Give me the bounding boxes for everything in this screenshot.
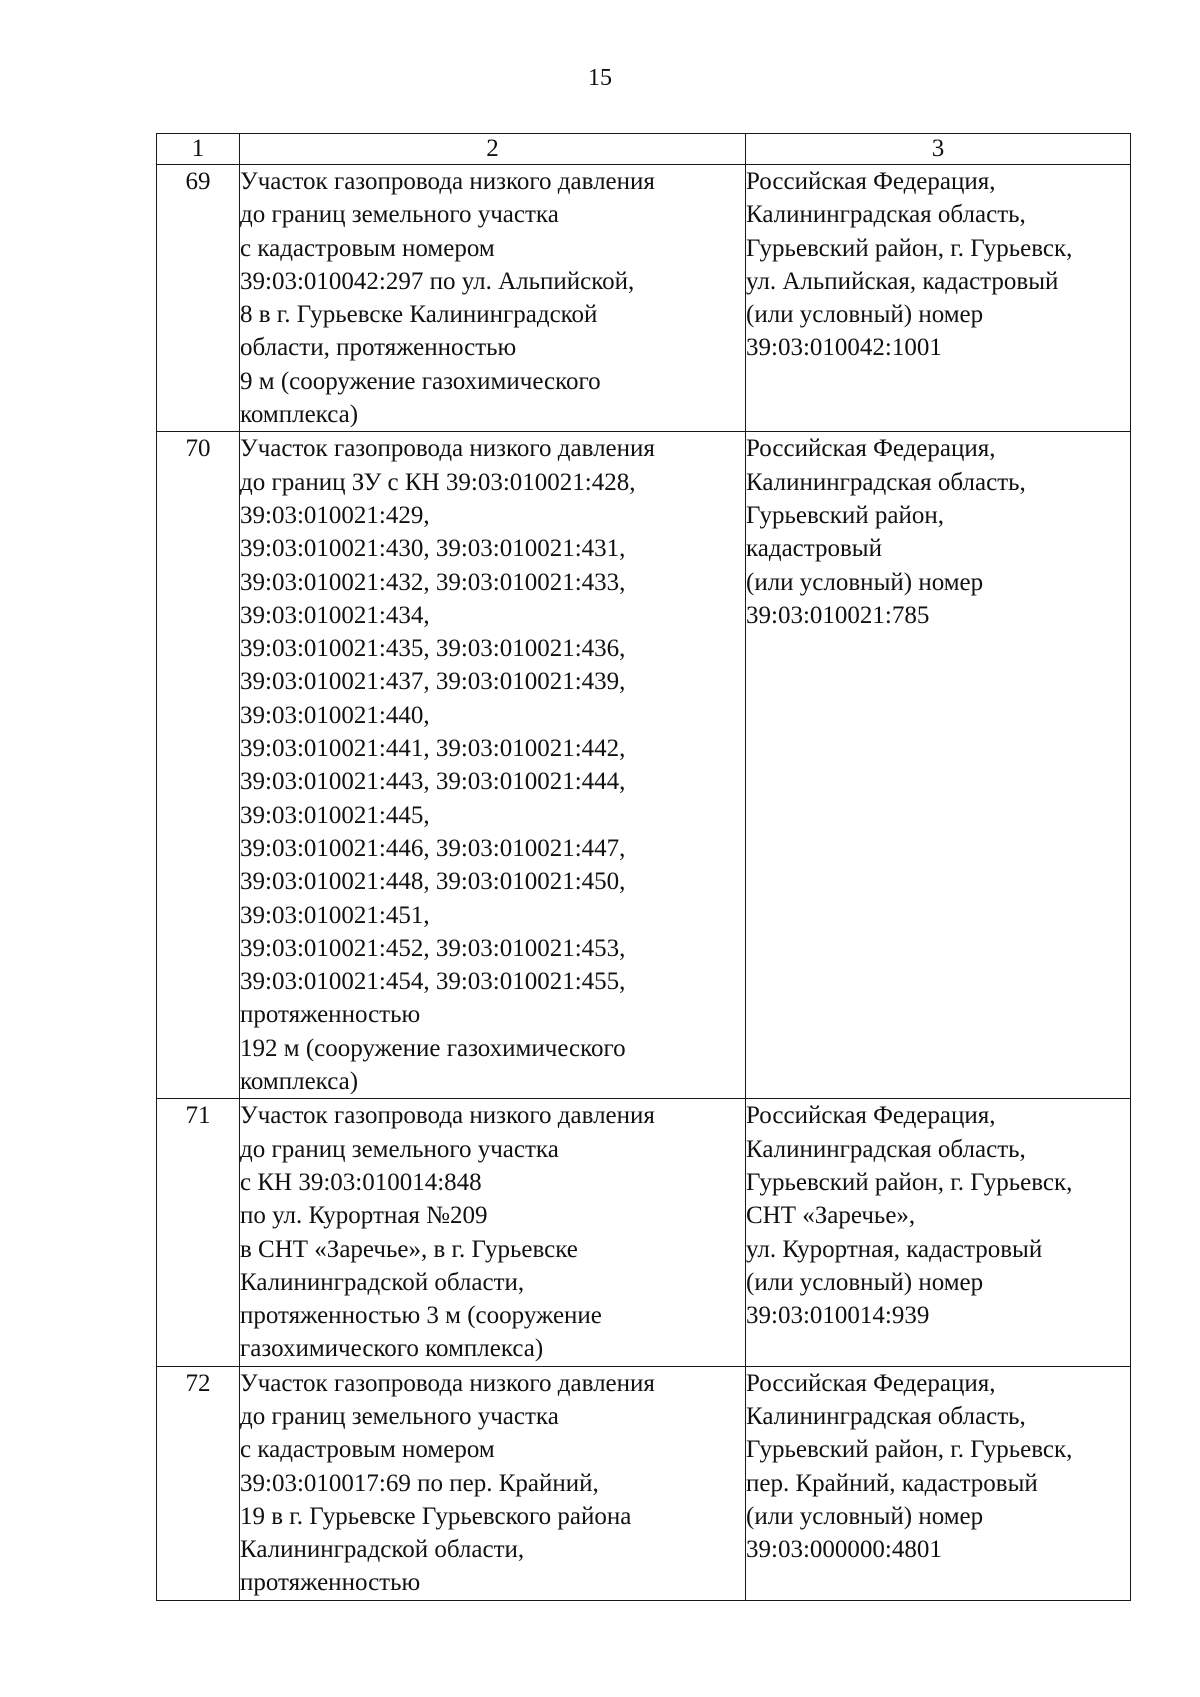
description-line: Участок газопровода низкого давления [240, 1102, 655, 1130]
description-line: 39:03:010021:440, [240, 701, 430, 729]
object-address [746, 432, 1131, 1099]
page-number: 15 [588, 65, 612, 91]
description-line: 19 в г. Гурьевске Гурьевского района [240, 1502, 632, 1530]
description-line: протяженностью [240, 1001, 421, 1029]
table-row [157, 1099, 1131, 1366]
object-address [746, 1099, 1131, 1366]
object-description [240, 1366, 746, 1600]
description-line: 192 м (сооружение газохимического [240, 1034, 626, 1062]
address-line: (или условный) номер [746, 1502, 984, 1530]
description-line: 39:03:010021:452, 39:03:010021:453, [240, 934, 626, 962]
address-line: ул. Альпийская, кадастровый [746, 267, 1059, 295]
description-line: 39:03:010021:451, [240, 901, 430, 929]
description-line: 39:03:010021:446, 39:03:010021:447, [240, 834, 626, 862]
address-line: Калининградская область, [746, 1402, 1026, 1430]
row-number: 70 [157, 432, 240, 1099]
description-line: 8 в г. Гурьевске Калининградской [240, 301, 598, 329]
description-line: 39:03:010021:445, [240, 801, 430, 829]
description-line: 39:03:010021:448, 39:03:010021:450, [240, 868, 626, 896]
address-line: 39:03:010021:785 [746, 601, 930, 629]
row-number: 72 [157, 1366, 240, 1600]
address-line: Российская Федерация, [746, 1102, 996, 1130]
description-line: комплекса) [240, 1068, 359, 1096]
column-header-number: 1 [157, 134, 240, 165]
address-line: Калининградская область, [746, 201, 1026, 229]
object-description [240, 1099, 746, 1366]
description-line: 39:03:010021:443, 39:03:010021:444, [240, 768, 626, 796]
description-line: 39:03:010021:435, 39:03:010021:436, [240, 635, 626, 663]
address-line: Российская Федерация, [746, 1369, 996, 1397]
description-line: 39:03:010042:297 по ул. Альпийской, [240, 267, 635, 295]
address-line: Гурьевский район, г. Гурьевск, [746, 1168, 1073, 1196]
description-line: Участок газопровода низкого давления [240, 168, 655, 195]
address-line: (или условный) номер [746, 301, 984, 329]
description-line: протяженностью 3 м (сооружение [240, 1302, 602, 1330]
description-line: до границ ЗУ с КН 39:03:010021:428, [240, 468, 636, 496]
address-line: 39:03:000000:4801 [746, 1536, 942, 1564]
description-line: области, протяженностью [240, 334, 517, 362]
column-header-description: 2 [240, 134, 746, 165]
address-line: Калининградская область, [746, 1135, 1026, 1163]
table-row [157, 165, 1131, 432]
description-line: с кадастровым номером [240, 234, 495, 262]
object-description [240, 432, 746, 1099]
address-line: пер. Крайний, кадастровый [746, 1469, 1038, 1497]
address-line: Гурьевский район, г. Гурьевск, [746, 234, 1073, 262]
description-line: по ул. Курортная №209 [240, 1202, 488, 1230]
address-line: СНТ «Заречье», [746, 1202, 916, 1230]
address-line: (или условный) номер [746, 1268, 984, 1296]
description-line: с кадастровым номером [240, 1436, 495, 1464]
description-line: до границ земельного участка [240, 1402, 559, 1430]
table-row [157, 432, 1131, 1099]
address-line: Российская Федерация, [746, 168, 996, 195]
object-address [746, 165, 1131, 432]
description-line: до границ земельного участка [240, 1135, 559, 1163]
address-line: Российская Федерация, [746, 435, 996, 463]
description-line: 39:03:010021:437, 39:03:010021:439, [240, 668, 626, 696]
address-line: кадастровый [746, 535, 882, 563]
address-line: ул. Курортная, кадастровый [746, 1235, 1043, 1263]
description-line: Участок газопровода низкого давления [240, 1369, 655, 1397]
description-line: 39:03:010021:429, [240, 501, 430, 529]
description-line: газохимического комплекса) [240, 1335, 544, 1363]
table-header-row [157, 134, 1131, 165]
property-table [156, 133, 1131, 1601]
address-line: (или условный) номер [746, 568, 984, 596]
description-line: 39:03:010021:434, [240, 601, 430, 629]
table-body [157, 165, 1131, 1601]
row-number: 69 [157, 165, 240, 432]
description-line: комплекса) [240, 401, 359, 429]
description-line: протяженностью [240, 1569, 421, 1597]
address-line: 39:03:010014:939 [746, 1302, 930, 1330]
description-line: Калининградской области, [240, 1268, 525, 1296]
address-line: Калининградская область, [746, 468, 1026, 496]
description-line: 9 м (сооружение газохимического [240, 367, 601, 395]
row-number: 71 [157, 1099, 240, 1366]
address-line: Гурьевский район, г. Гурьевск, [746, 1436, 1073, 1464]
description-line: Калининградской области, [240, 1536, 525, 1564]
description-line: 39:03:010021:454, 39:03:010021:455, [240, 968, 626, 996]
description-line: 39:03:010021:432, 39:03:010021:433, [240, 568, 626, 596]
description-line: Участок газопровода низкого давления [240, 435, 655, 463]
table-row [157, 1366, 1131, 1600]
description-line: 39:03:010021:430, 39:03:010021:431, [240, 535, 626, 563]
address-line: Гурьевский район, [746, 501, 945, 529]
description-line: до границ земельного участка [240, 201, 559, 229]
object-description [240, 165, 746, 432]
description-line: в СНТ «Заречье», в г. Гурьевске [240, 1235, 578, 1263]
description-line: с КН 39:03:010014:848 [240, 1168, 482, 1196]
description-line: 39:03:010021:441, 39:03:010021:442, [240, 735, 626, 763]
object-address [746, 1366, 1131, 1600]
column-header-address: 3 [746, 134, 1131, 165]
description-line: 39:03:010017:69 по пер. Крайний, [240, 1469, 599, 1497]
address-line: 39:03:010042:1001 [746, 334, 942, 362]
